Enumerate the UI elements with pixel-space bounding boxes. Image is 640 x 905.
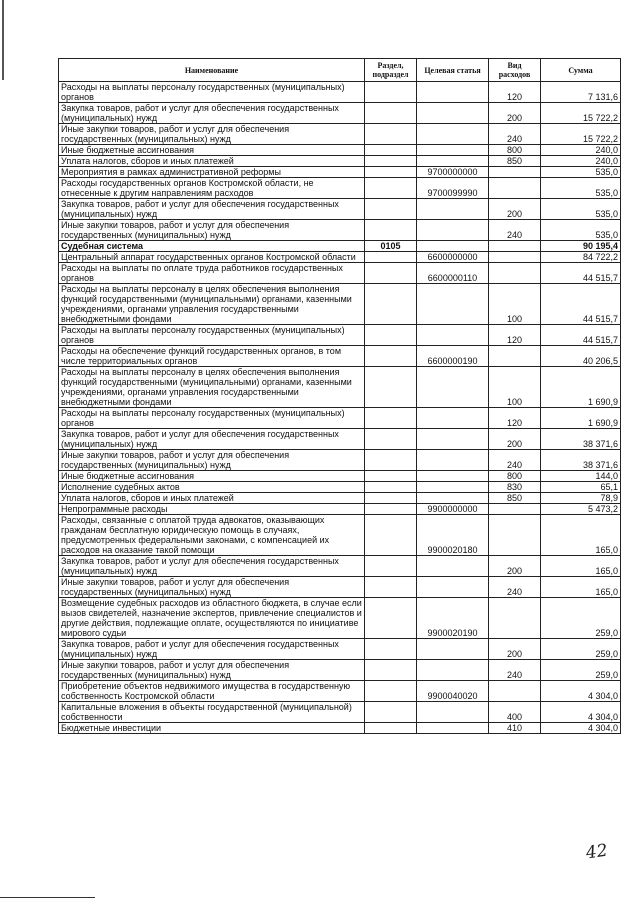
- cell-target: [417, 367, 489, 408]
- cell-section: [365, 124, 417, 145]
- cell-name: Расходы государственных органов Костромской области, не отнесенные к другим направлениям расходов: [59, 178, 365, 199]
- cell-name: Иные бюджетные ассигнования: [59, 145, 365, 156]
- cell-name: Уплата налогов, сборов и иных платежей: [59, 156, 365, 167]
- cell-section: [365, 156, 417, 167]
- scan-edge-mark: [2, 0, 4, 80]
- table-row: [59, 577, 621, 598]
- cell-target: [417, 156, 489, 167]
- cell-sum: 4 304,0: [541, 681, 621, 702]
- cell-section: [365, 284, 417, 325]
- cell-expense-type: [489, 515, 541, 556]
- cell-name: Закупка товаров, работ и услуг для обеспечения государственных (муниципальных) нужд: [59, 556, 365, 577]
- cell-target: 9700000000: [417, 167, 489, 178]
- cell-expense-type: 240: [489, 220, 541, 241]
- cell-name: Приобретение объектов недвижимого имущества в государственную собственность Костромской области: [59, 681, 365, 702]
- cell-sum: 40 206,5: [541, 346, 621, 367]
- cell-name: Уплата налогов, сборов и иных платежей: [59, 493, 365, 504]
- cell-name: Исполнение судебных актов: [59, 482, 365, 493]
- cell-target: 9900020190: [417, 598, 489, 639]
- cell-expense-type: 120: [489, 408, 541, 429]
- cell-name: Непрограммные расходы: [59, 504, 365, 515]
- cell-sum: 5 473,2: [541, 504, 621, 515]
- cell-expense-type: [489, 252, 541, 263]
- table-row: [59, 598, 621, 639]
- cell-name: Закупка товаров, работ и услуг для обеспечения государственных (муниципальных) нужд: [59, 199, 365, 220]
- cell-expense-type: 200: [489, 639, 541, 660]
- cell-expense-type: [489, 681, 541, 702]
- table-row: [59, 702, 621, 723]
- table-row: [59, 252, 621, 263]
- cell-expense-type: [489, 598, 541, 639]
- cell-sum: 90 195,4: [541, 241, 621, 252]
- cell-sum: 165,0: [541, 515, 621, 556]
- table-row: [59, 145, 621, 156]
- cell-section: [365, 702, 417, 723]
- cell-name: Иные закупки товаров, работ и услуг для обеспечения государственных (муниципальных) нужд: [59, 577, 365, 598]
- table-row: [59, 284, 621, 325]
- page-number: 42: [584, 840, 609, 864]
- cell-expense-type: 200: [489, 429, 541, 450]
- cell-section: [365, 504, 417, 515]
- header-name: Наименование: [59, 59, 365, 82]
- table-row: [59, 429, 621, 450]
- cell-name: Закупка товаров, работ и услуг для обеспечения государственных (муниципальных) нужд: [59, 429, 365, 450]
- cell-section: [365, 577, 417, 598]
- cell-expense-type: 200: [489, 556, 541, 577]
- cell-target: [417, 702, 489, 723]
- cell-target: 9900000000: [417, 504, 489, 515]
- table-row: [59, 408, 621, 429]
- cell-name: Расходы, связанные с оплатой труда адвокатов, оказывающих гражданам бесплатную юридическую помощь в случаях, предусмотренных федеральными законами, с компенсацией их расходов на оказание такой помощи: [59, 515, 365, 556]
- cell-expense-type: 100: [489, 284, 541, 325]
- cell-sum: 7 131,6: [541, 82, 621, 103]
- cell-section: [365, 252, 417, 263]
- cell-sum: 535,0: [541, 199, 621, 220]
- cell-section: [365, 178, 417, 199]
- cell-target: 6600000000: [417, 252, 489, 263]
- cell-section: [365, 346, 417, 367]
- table-row: [59, 220, 621, 241]
- cell-sum: 4 304,0: [541, 723, 621, 734]
- cell-name: Иные закупки товаров, работ и услуг для обеспечения государственных (муниципальных) нужд: [59, 124, 365, 145]
- table-row: [59, 681, 621, 702]
- cell-sum: 240,0: [541, 156, 621, 167]
- cell-sum: 1 690,9: [541, 367, 621, 408]
- table-row: [59, 103, 621, 124]
- cell-name: Закупка товаров, работ и услуг для обеспечения государственных (муниципальных) нужд: [59, 103, 365, 124]
- cell-section: [365, 639, 417, 660]
- cell-target: 9900040020: [417, 681, 489, 702]
- cell-name: Бюджетные инвестиции: [59, 723, 365, 734]
- cell-sum: 38 371,6: [541, 429, 621, 450]
- cell-section: [365, 408, 417, 429]
- cell-name: Судебная система: [59, 241, 365, 252]
- cell-target: [417, 145, 489, 156]
- table-row: [59, 471, 621, 482]
- cell-section: [365, 220, 417, 241]
- table-row: [59, 556, 621, 577]
- cell-sum: 259,0: [541, 639, 621, 660]
- cell-name: Иные бюджетные ассигнования: [59, 471, 365, 482]
- cell-sum: 44 515,7: [541, 284, 621, 325]
- cell-name: Расходы на выплаты персоналу в целях обеспечения выполнения функций государственными (муниципальными) органами, казенными учреждениями, органами управления государственными внебюджетными фондами: [59, 367, 365, 408]
- cell-section: [365, 482, 417, 493]
- cell-target: [417, 241, 489, 252]
- cell-expense-type: [489, 241, 541, 252]
- cell-section: [365, 493, 417, 504]
- cell-section: [365, 681, 417, 702]
- cell-sum: 259,0: [541, 598, 621, 639]
- cell-name: Расходы на выплаты персоналу государственных (муниципальных) органов: [59, 408, 365, 429]
- cell-section: [365, 515, 417, 556]
- cell-name: Иные закупки товаров, работ и услуг для обеспечения государственных (муниципальных) нужд: [59, 220, 365, 241]
- table-row: [59, 515, 621, 556]
- cell-expense-type: 830: [489, 482, 541, 493]
- cell-target: [417, 103, 489, 124]
- cell-name: Иные закупки товаров, работ и услуг для обеспечения государственных (муниципальных) нужд: [59, 450, 365, 471]
- cell-target: [417, 429, 489, 450]
- cell-sum: 535,0: [541, 167, 621, 178]
- cell-name: Расходы на выплаты по оплате труда работников государственных органов: [59, 263, 365, 284]
- cell-sum: 65,1: [541, 482, 621, 493]
- cell-name: Расходы на выплаты персоналу государственных (муниципальных) органов: [59, 325, 365, 346]
- cell-target: [417, 82, 489, 103]
- cell-sum: 15 722,2: [541, 124, 621, 145]
- cell-sum: 4 304,0: [541, 702, 621, 723]
- cell-sum: 165,0: [541, 556, 621, 577]
- cell-expense-type: [489, 504, 541, 515]
- table-row: [59, 167, 621, 178]
- cell-expense-type: 850: [489, 156, 541, 167]
- cell-target: [417, 220, 489, 241]
- cell-expense-type: 800: [489, 145, 541, 156]
- cell-section: [365, 660, 417, 681]
- cell-sum: 38 371,6: [541, 450, 621, 471]
- cell-expense-type: 240: [489, 660, 541, 681]
- cell-section: [365, 199, 417, 220]
- cell-expense-type: 240: [489, 124, 541, 145]
- cell-expense-type: 120: [489, 325, 541, 346]
- cell-target: [417, 199, 489, 220]
- cell-sum: 84 722,2: [541, 252, 621, 263]
- cell-target: [417, 284, 489, 325]
- table-row: [59, 723, 621, 734]
- cell-sum: 240,0: [541, 145, 621, 156]
- cell-expense-type: 200: [489, 103, 541, 124]
- cell-name: Расходы на выплаты персоналу в целях обеспечения выполнения функций государственными (муниципальными) органами, казенными учреждениями, органами управления государственными внебюджетными фондами: [59, 284, 365, 325]
- table-row: [59, 660, 621, 681]
- header-sum: Сумма: [541, 59, 621, 82]
- cell-target: [417, 639, 489, 660]
- cell-section: [365, 723, 417, 734]
- cell-sum: 44 515,7: [541, 325, 621, 346]
- cell-expense-type: [489, 263, 541, 284]
- cell-name: Иные закупки товаров, работ и услуг для обеспечения государственных (муниципальных) нужд: [59, 660, 365, 681]
- table-row: [59, 124, 621, 145]
- cell-sum: 44 515,7: [541, 263, 621, 284]
- cell-section: [365, 556, 417, 577]
- bottom-rule: [0, 897, 95, 898]
- cell-target: [417, 325, 489, 346]
- cell-target: 9700099990: [417, 178, 489, 199]
- cell-target: [417, 493, 489, 504]
- cell-section: [365, 450, 417, 471]
- cell-expense-type: 240: [489, 577, 541, 598]
- cell-sum: 535,0: [541, 178, 621, 199]
- cell-sum: 15 722,2: [541, 103, 621, 124]
- cell-section: [365, 103, 417, 124]
- cell-section: [365, 429, 417, 450]
- table-row: [59, 493, 621, 504]
- table-row: [59, 263, 621, 284]
- cell-sum: 144,0: [541, 471, 621, 482]
- cell-section: [365, 145, 417, 156]
- cell-name: Расходы на выплаты персоналу государственных (муниципальных) органов: [59, 82, 365, 103]
- table-body: [59, 82, 621, 734]
- cell-section: [365, 598, 417, 639]
- cell-target: [417, 556, 489, 577]
- cell-name: Возмещение судебных расходов из областного бюджета, в случае если вызов свидетелей, назначение экспертов, привлечение специалистов и другие действия, подлежащие оплате, осуществляются по инициативе мирового судьи: [59, 598, 365, 639]
- cell-target: [417, 660, 489, 681]
- cell-expense-type: 850: [489, 493, 541, 504]
- table-row: [59, 450, 621, 471]
- cell-sum: 535,0: [541, 220, 621, 241]
- cell-expense-type: [489, 167, 541, 178]
- cell-name: Закупка товаров, работ и услуг для обеспечения государственных (муниципальных) нужд: [59, 639, 365, 660]
- table-row: [59, 82, 621, 103]
- cell-target: [417, 450, 489, 471]
- cell-target: [417, 577, 489, 598]
- cell-sum: 165,0: [541, 577, 621, 598]
- cell-expense-type: [489, 346, 541, 367]
- header-expense-type: Вид расходов: [489, 59, 541, 82]
- cell-target: 6600000110: [417, 263, 489, 284]
- header-section: Раздел, подраздел: [365, 59, 417, 82]
- cell-section: [365, 325, 417, 346]
- cell-section: [365, 263, 417, 284]
- cell-target: [417, 124, 489, 145]
- cell-section: [365, 167, 417, 178]
- cell-sum: 78,9: [541, 493, 621, 504]
- cell-target: 6600000190: [417, 346, 489, 367]
- table-row: [59, 639, 621, 660]
- table-row: [59, 156, 621, 167]
- cell-target: [417, 723, 489, 734]
- budget-table: [58, 58, 621, 734]
- cell-sum: 1 690,9: [541, 408, 621, 429]
- cell-name: Центральный аппарат государственных органов Костромской области: [59, 252, 365, 263]
- table-row: [59, 367, 621, 408]
- cell-name: Капитальные вложения в объекты государственной (муниципальной) собственности: [59, 702, 365, 723]
- cell-section: [365, 471, 417, 482]
- cell-expense-type: 200: [489, 199, 541, 220]
- cell-section: [365, 367, 417, 408]
- cell-name: Мероприятия в рамках административной реформы: [59, 167, 365, 178]
- cell-name: Расходы на обеспечение функций государственных органов, в том числе территориальных органов: [59, 346, 365, 367]
- table-row: [59, 482, 621, 493]
- cell-section: [365, 82, 417, 103]
- cell-target: [417, 408, 489, 429]
- table-header-row: [59, 59, 621, 82]
- cell-section: 0105: [365, 241, 417, 252]
- cell-expense-type: 120: [489, 82, 541, 103]
- cell-expense-type: 800: [489, 471, 541, 482]
- cell-target: 9900020180: [417, 515, 489, 556]
- cell-expense-type: 240: [489, 450, 541, 471]
- cell-target: [417, 482, 489, 493]
- cell-expense-type: 400: [489, 702, 541, 723]
- cell-target: [417, 471, 489, 482]
- table-row: [59, 504, 621, 515]
- table-row: [59, 199, 621, 220]
- header-target: Целевая статья: [417, 59, 489, 82]
- table-row: [59, 178, 621, 199]
- cell-expense-type: [489, 178, 541, 199]
- table-row: [59, 325, 621, 346]
- cell-expense-type: 100: [489, 367, 541, 408]
- cell-sum: 259,0: [541, 660, 621, 681]
- table-row: [59, 241, 621, 252]
- cell-expense-type: 410: [489, 723, 541, 734]
- table-row: [59, 346, 621, 367]
